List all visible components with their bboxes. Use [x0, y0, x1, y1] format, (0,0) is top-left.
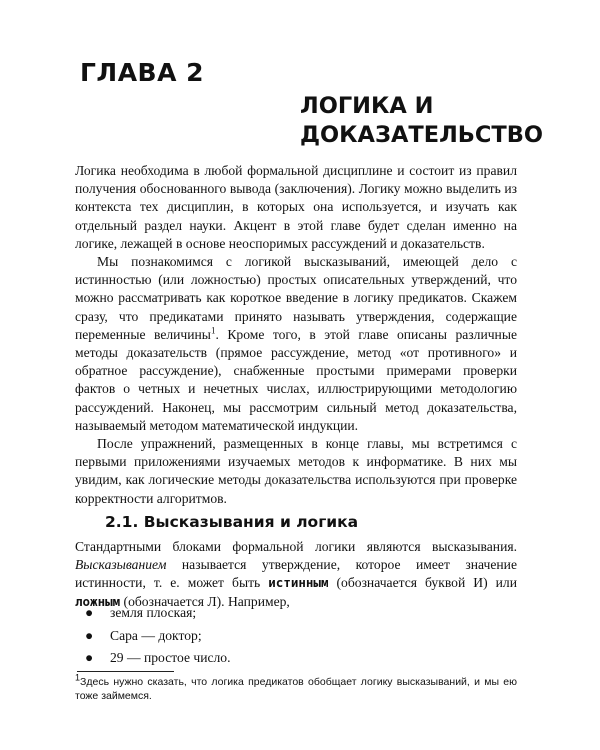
- footnote-divider: [77, 671, 174, 672]
- footnote-reference: 1: [210, 325, 216, 336]
- intro-paragraph-1: Логика необходима в любой формальной дисциплине и состоит из правил получения обоснованного вывода (заключения). Логику можно выделить из контекста тех дисциплин, в которых она используется, и изучать как отдельный раздел науки. Акцент в этой главе будет сделан именно на логике, лежащей в основе неоспоримых рассуждений и доказательств.: [75, 163, 517, 251]
- footnote: [75, 672, 517, 703]
- section-text-part-7: (обозначается Л). Например,: [120, 593, 290, 609]
- intro-paragraph-2-part-1: Мы познакомимся с логикой высказываний, имеющей дело с истинностью (или ложностью) простых описательных утверждений, что можно рассматривать как короткое введение в логику предикатов. Скажем сразу, что предикатами принято называть утверждения, содержащие переменные величины: [75, 254, 517, 342]
- chapter-label: ГЛАВА 2: [80, 58, 205, 87]
- intro-text: [75, 162, 517, 508]
- list-item: [85, 627, 231, 650]
- example-list: [85, 604, 231, 672]
- intro-paragraph-2-part-2: . Кроме того, в этой главе описаны различные методы доказательств (прямое рассуждение, метод «от противного» и обратное рассуждение), снабженные простыми примерами проверки фактов о четных и нечетных числах, иллюстрирующими методологию рассуждений. Наконец, мы рассмотрим сильный метод доказательства, называемый методом математической индукции.: [75, 326, 517, 433]
- chapter-title-line-2: ДОКАЗАТЕЛЬСТВО: [300, 122, 544, 148]
- list-item-text: 29 — простое число.: [110, 650, 231, 665]
- term-italic: Высказыванием: [75, 557, 167, 573]
- bullet-icon: ●: [85, 627, 94, 643]
- section-text: [75, 538, 517, 611]
- section-text-part-3: называется утверждение, которое имеет значение истинности, т. е. может быть: [75, 557, 517, 591]
- section-title: 2.1. Высказывания и логика: [105, 513, 359, 531]
- list-item: [85, 649, 231, 672]
- intro-paragraph-2: [75, 253, 517, 435]
- section-paragraph: [75, 538, 517, 611]
- bullet-icon: ●: [85, 650, 94, 665]
- term-false: ложным: [75, 593, 121, 609]
- chapter-title: [300, 92, 544, 150]
- section-text-part-5: (обозначается буквой И) или: [328, 575, 517, 591]
- term-true: истинным: [268, 575, 329, 591]
- footnote-text: Здесь нужно сказать, что логика предикатов обобщает логику высказываний, и мы ею тоже займемся.: [75, 676, 517, 702]
- bullet-icon: ●: [85, 605, 94, 620]
- list-item-text: Сара — доктор;: [110, 627, 202, 643]
- list-item-text: земля плоская;: [110, 605, 197, 620]
- chapter-title-line-1: ЛОГИКА И: [300, 93, 434, 119]
- section-text-part-1: Стандартными блоками формальной логики являются высказывания.: [75, 539, 517, 554]
- footnote-mark: 1: [75, 672, 81, 683]
- list-item: [85, 604, 231, 627]
- intro-paragraph-3: После упражнений, размещенных в конце главы, мы встретимся с первыми приложениями изучаемых методов к информатике. В них мы увидим, как логические методы доказательства используются при проверке корректности алгоритмов.: [75, 436, 517, 506]
